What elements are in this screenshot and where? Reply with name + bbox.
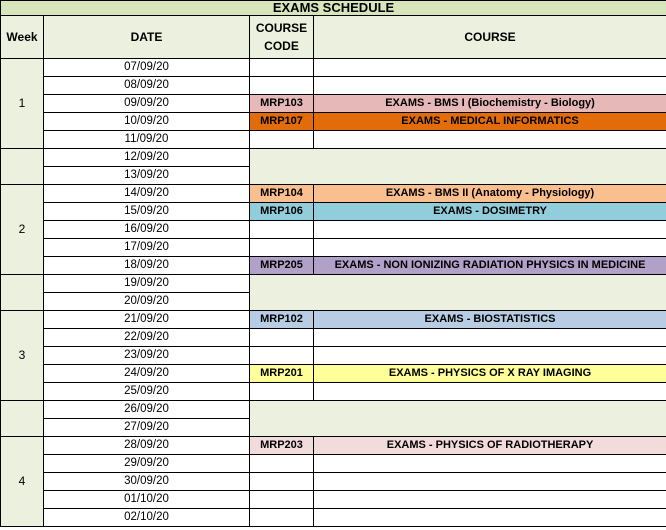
date-cell: 25/09/20	[44, 383, 250, 401]
course-code-cell	[250, 239, 314, 257]
date-cell: 09/09/20	[44, 95, 250, 113]
course-code-cell	[250, 455, 314, 473]
table-row	[1, 59, 666, 77]
date-cell: 13/09/20	[44, 167, 250, 185]
date-cell: 27/09/20	[44, 419, 250, 437]
course-code-cell	[250, 347, 314, 365]
course-cell	[314, 455, 666, 473]
course-code-cell: MRP201	[250, 365, 314, 383]
course-cell: EXAMS - PHYSICS OF X RAY IMAGING	[314, 365, 666, 383]
date-cell: 26/09/20	[44, 401, 250, 419]
course-code-cell: MRP103	[250, 95, 314, 113]
table-row	[1, 221, 666, 239]
date-cell: 15/09/20	[44, 203, 250, 221]
date-cell: 17/09/20	[44, 239, 250, 257]
weekend-gap-cell	[1, 149, 44, 185]
date-cell: 11/09/20	[44, 131, 250, 149]
table-row	[1, 77, 666, 95]
date-cell: 02/10/20	[44, 509, 250, 527]
week-number: 4	[1, 437, 44, 527]
date-cell: 12/09/20	[44, 149, 250, 167]
table-row	[1, 455, 666, 473]
course-code-cell: MRP205	[250, 257, 314, 275]
week-number: 2	[1, 185, 44, 275]
course-code-cell	[250, 59, 314, 77]
date-cell: 18/09/20	[44, 257, 250, 275]
course-cell	[314, 509, 666, 527]
date-cell: 30/09/20	[44, 473, 250, 491]
table-title: EXAMS SCHEDULE	[1, 1, 666, 16]
table-row	[1, 365, 666, 383]
course-code-cell	[250, 473, 314, 491]
course-cell: EXAMS - NON IONIZING RADIATION PHYSICS IN MEDICINE	[314, 257, 666, 275]
course-code-cell	[250, 491, 314, 509]
course-cell: EXAMS - PHYSICS OF RADIOTHERAPY	[314, 437, 666, 455]
course-cell	[314, 491, 666, 509]
schedule-rows	[1, 59, 666, 527]
table-row	[1, 275, 666, 293]
table-row	[1, 383, 666, 401]
header-course: COURSE	[314, 16, 666, 59]
table-row	[1, 95, 666, 113]
week-number: 3	[1, 311, 44, 401]
table-row	[1, 509, 666, 527]
header-date: DATE	[44, 16, 250, 59]
course-cell: EXAMS - MEDICAL INFORMATICS	[314, 113, 666, 131]
course-code-cell: MRP106	[250, 203, 314, 221]
date-cell: 23/09/20	[44, 347, 250, 365]
course-code-cell: MRP104	[250, 185, 314, 203]
date-cell: 20/09/20	[44, 293, 250, 311]
course-code-cell	[250, 131, 314, 149]
date-cell: 07/09/20	[44, 59, 250, 77]
date-cell: 14/09/20	[44, 185, 250, 203]
table-row	[1, 401, 666, 419]
course-cell	[314, 131, 666, 149]
course-cell	[314, 473, 666, 491]
course-code-cell: MRP107	[250, 113, 314, 131]
course-cell	[314, 59, 666, 77]
table-row	[1, 347, 666, 365]
weekend-gap-cell	[250, 149, 666, 185]
table-row	[1, 311, 666, 329]
table-row	[1, 131, 666, 149]
table-row	[1, 203, 666, 221]
date-cell: 24/09/20	[44, 365, 250, 383]
course-cell	[314, 383, 666, 401]
course-code-cell: MRP102	[250, 311, 314, 329]
table-row	[1, 185, 666, 203]
course-cell: EXAMS - DOSIMETRY	[314, 203, 666, 221]
table-row	[1, 257, 666, 275]
course-cell	[314, 239, 666, 257]
weekend-gap-cell	[1, 401, 44, 437]
date-cell: 22/09/20	[44, 329, 250, 347]
date-cell: 28/09/20	[44, 437, 250, 455]
date-cell: 01/10/20	[44, 491, 250, 509]
weekend-gap-cell	[1, 275, 44, 311]
header-week: Week	[1, 16, 44, 59]
weekend-gap-cell	[250, 275, 666, 311]
date-cell: 29/09/20	[44, 455, 250, 473]
course-code-cell	[250, 509, 314, 527]
table-row	[1, 329, 666, 347]
table-row	[1, 491, 666, 509]
date-cell: 16/09/20	[44, 221, 250, 239]
course-code-cell	[250, 77, 314, 95]
course-code-cell	[250, 221, 314, 239]
date-cell: 08/09/20	[44, 77, 250, 95]
table-row	[1, 113, 666, 131]
table-row	[1, 149, 666, 167]
week-number: 1	[1, 59, 44, 149]
course-code-cell: MRP203	[250, 437, 314, 455]
course-cell	[314, 329, 666, 347]
table-row	[1, 473, 666, 491]
weekend-gap-cell	[250, 401, 666, 437]
course-cell: EXAMS - BMS II (Anatomy - Physiology)	[314, 185, 666, 203]
date-cell: 19/09/20	[44, 275, 250, 293]
course-cell	[314, 347, 666, 365]
table-row	[1, 437, 666, 455]
header-course-code: COURSE CODE	[250, 16, 314, 59]
course-cell: EXAMS - BMS I (Biochemistry - Biology)	[314, 95, 666, 113]
course-cell: EXAMS - BIOSTATISTICS	[314, 311, 666, 329]
course-cell	[314, 221, 666, 239]
date-cell: 10/09/20	[44, 113, 250, 131]
course-cell	[314, 77, 666, 95]
table-row	[1, 239, 666, 257]
date-cell: 21/09/20	[44, 311, 250, 329]
course-code-cell	[250, 383, 314, 401]
course-code-cell	[250, 329, 314, 347]
